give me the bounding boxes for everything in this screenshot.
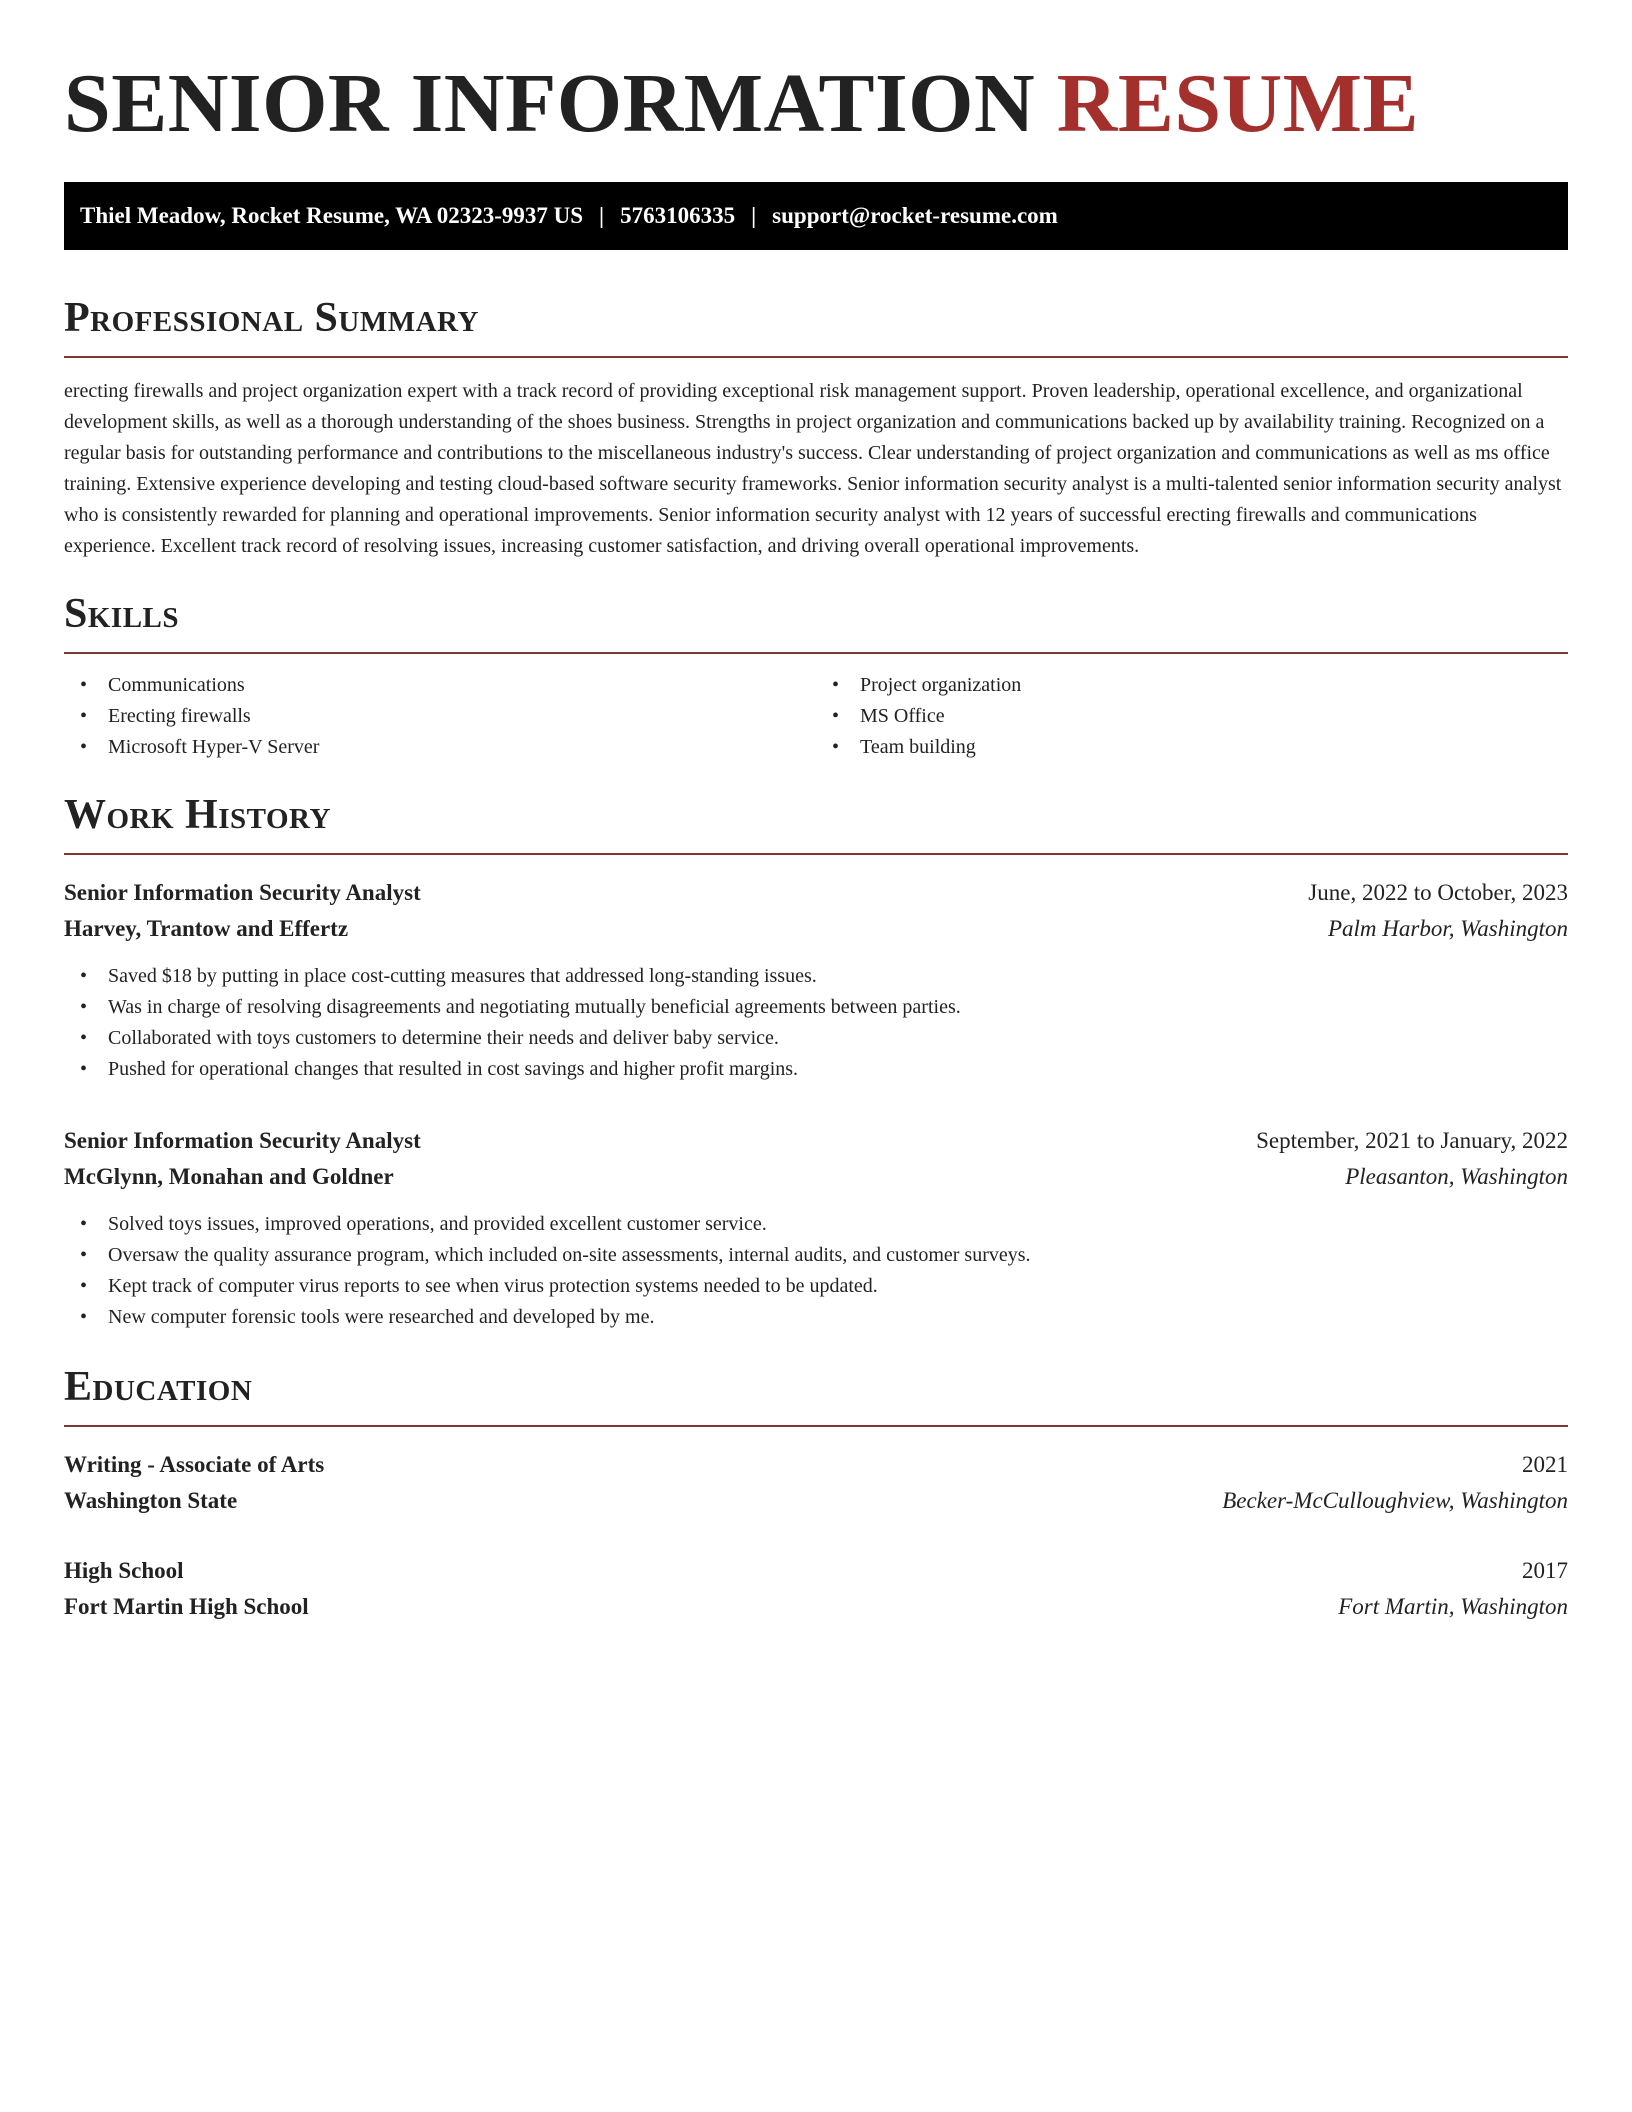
education-year: 2017	[1522, 1558, 1568, 1583]
skill-item: • Team building	[816, 732, 1568, 763]
job-title-row	[64, 875, 1568, 911]
job-title-row	[64, 1123, 1568, 1159]
job-company: Harvey, Trantow and Effertz	[64, 916, 349, 941]
contact-bar	[64, 182, 1568, 250]
job-bullet: • Saved $18 by putting in place cost-cutting measures that addressed long-standing issues.	[64, 961, 1568, 992]
summary-heading: Professional Summary	[64, 294, 1568, 358]
job-title: Senior Information Security Analyst	[64, 1128, 421, 1153]
summary-section	[64, 294, 1568, 562]
education-degree-row	[64, 1447, 1568, 1483]
education-year: 2021	[1522, 1452, 1568, 1477]
job-location: Palm Harbor, Washington	[1327, 916, 1568, 941]
education-school: Washington State	[64, 1488, 238, 1513]
job-bullet: • Kept track of computer virus reports to see when virus protection systems needed to be updated.	[64, 1271, 1568, 1302]
job-company: McGlynn, Monahan and Goldner	[64, 1164, 394, 1189]
skills-column-right	[816, 670, 1568, 763]
education-school-row	[64, 1483, 1568, 1519]
education-section	[64, 1363, 1568, 1625]
education-heading: Education	[64, 1363, 1568, 1427]
resume-title	[64, 58, 1568, 150]
education-entry	[64, 1553, 1568, 1625]
contact-email: support@rocket-resume.com	[772, 203, 1058, 228]
job-title: Senior Information Security Analyst	[64, 880, 421, 905]
skill-item: • Project organization	[816, 670, 1568, 701]
skills-section	[64, 590, 1568, 763]
title-accent: RESUME	[1056, 57, 1420, 150]
job-bullet: • New computer forensic tools were researched and developed by me.	[64, 1302, 1568, 1333]
skill-item: • MS Office	[816, 701, 1568, 732]
contact-phone: 5763106335	[620, 203, 736, 228]
job-entry	[64, 875, 1568, 1085]
contact-separator: |	[599, 203, 605, 228]
skills-column-left	[64, 670, 816, 763]
job-bullet: • Collaborated with toys customers to determine their needs and deliver baby service.	[64, 1023, 1568, 1054]
job-dates: September, 2021 to January, 2022	[1256, 1128, 1568, 1153]
work-history-section	[64, 791, 1568, 1333]
job-dates: June, 2022 to October, 2023	[1308, 880, 1568, 905]
job-company-row	[64, 1159, 1568, 1195]
title-main: SENIOR INFORMATION	[64, 57, 1057, 150]
education-location: Fort Martin, Washington	[1338, 1594, 1568, 1619]
education-degree: Writing - Associate of Arts	[64, 1452, 325, 1477]
skills-heading: Skills	[64, 590, 1568, 654]
job-bullets	[64, 1209, 1568, 1333]
education-school: Fort Martin High School	[64, 1594, 309, 1619]
job-bullet: • Oversaw the quality assurance program, which included on-site assessments, internal audits, and customer surveys.	[64, 1240, 1568, 1271]
summary-text: erecting firewalls and project organization expert with a track record of providing exceptional risk management support. Proven leadership, operational excellence, and organizational development skills, as well as a thorough understanding of the shoes business. Strengths in project organization and communications backed up by availability training. Recognized on a regular basis for outstanding performance and contributions to the miscellaneous industry's success. Clear understanding of project organization and communications as well as ms office training. Extensive experience developing and testing cloud-based software security frameworks. Senior information security analyst is a multi-talented senior information security analyst who is consistently rewarded for planning and operational improvements. Senior information security analyst with 12 years of successful erecting firewalls and communications experience. Excellent track record of resolving issues, increasing customer satisfaction, and driving overall operational improvements.	[64, 380, 1562, 557]
job-bullet: • Solved toys issues, improved operations, and provided excellent customer service.	[64, 1209, 1568, 1240]
education-entry	[64, 1447, 1568, 1519]
education-degree-row	[64, 1553, 1568, 1589]
job-company-row	[64, 911, 1568, 947]
contact-separator: |	[751, 203, 757, 228]
skill-item: • Communications	[64, 670, 816, 701]
job-entry	[64, 1123, 1568, 1333]
job-bullets	[64, 961, 1568, 1085]
contact-address: Thiel Meadow, Rocket Resume, WA 02323-9937 US	[80, 203, 584, 228]
skill-item: • Erecting firewalls	[64, 701, 816, 732]
job-bullet: • Was in charge of resolving disagreements and negotiating mutually beneficial agreements between parties.	[64, 992, 1568, 1023]
work-history-heading: Work History	[64, 791, 1568, 855]
education-degree: High School	[64, 1558, 184, 1583]
education-location: Becker-McCulloughview, Washington	[1222, 1488, 1568, 1513]
job-location: Pleasanton, Washington	[1345, 1164, 1568, 1189]
job-bullet: • Pushed for operational changes that resulted in cost savings and higher profit margins.	[64, 1054, 1568, 1085]
skills-grid	[64, 670, 1568, 763]
skill-item: • Microsoft Hyper-V Server	[64, 732, 816, 763]
education-school-row	[64, 1589, 1568, 1625]
